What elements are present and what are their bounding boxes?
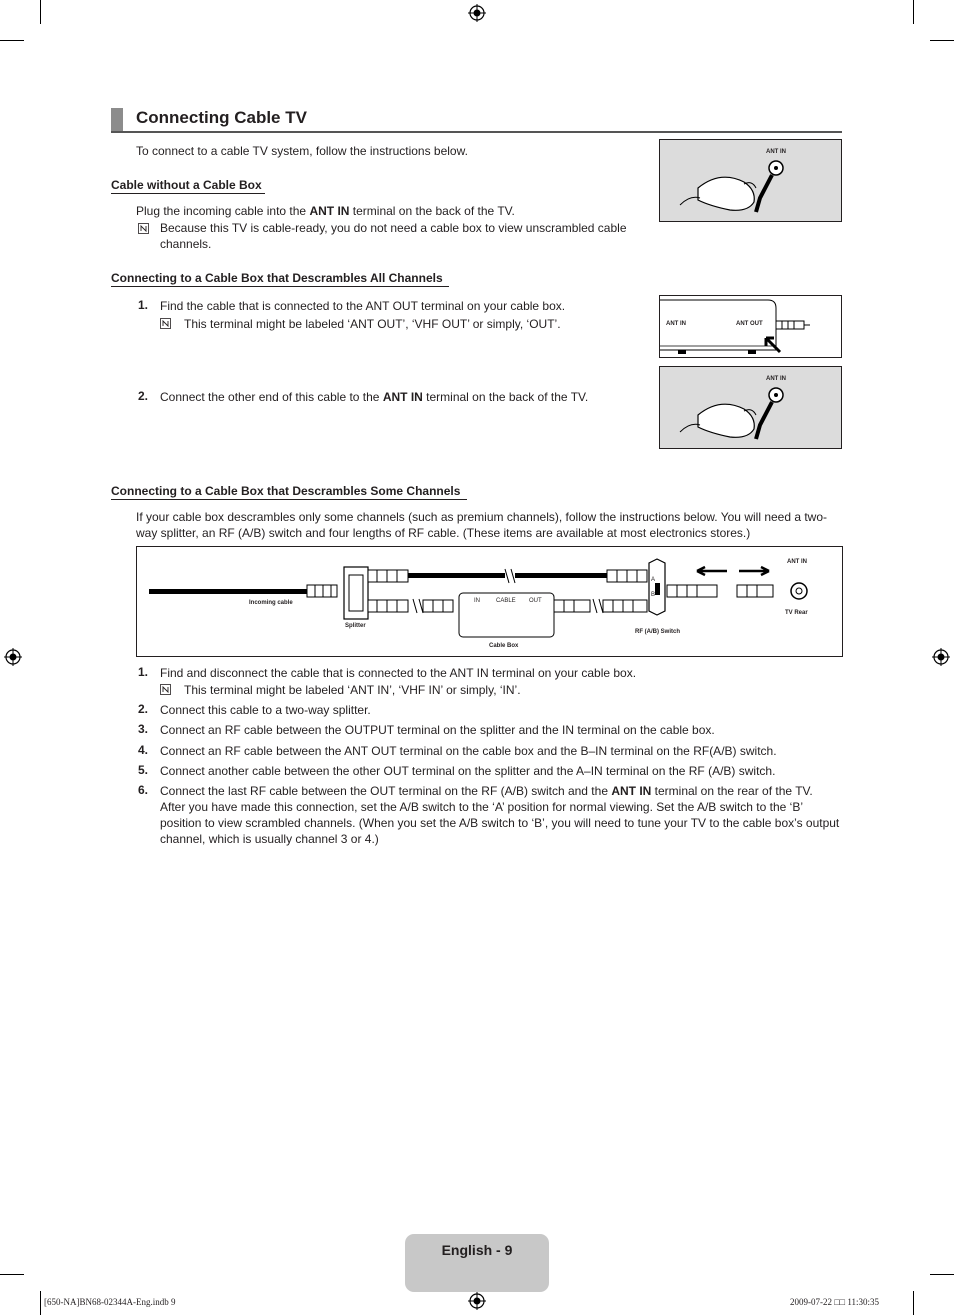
step-number: 5. <box>138 763 149 777</box>
note-icon <box>160 318 171 329</box>
tv-rear-label: TV Rear <box>785 610 808 616</box>
page-title: Connecting Cable TV <box>136 108 307 127</box>
figure-splitter-wiring <box>136 546 843 657</box>
hand-plug-illustration <box>660 140 841 221</box>
title-accent-bar <box>111 108 123 132</box>
section3-step5: Connect another cable between the other OUT terminal on the splitter and the A–IN terminal on the RF (A/B) switch. <box>160 764 776 778</box>
title-rule <box>111 131 842 133</box>
crop-mark <box>0 40 24 41</box>
rf-switch-label: RF (A/B) Switch <box>635 629 680 635</box>
rf-switch-a-label: A <box>651 577 656 583</box>
ant-out-label: ANT OUT <box>736 321 763 327</box>
step-number: 4. <box>138 743 149 757</box>
crop-mark <box>40 1291 41 1315</box>
crop-mark <box>40 0 41 24</box>
registration-mark-icon <box>4 648 22 666</box>
print-slug-right: 2009-07-22 □□ 11:30:35 <box>790 1297 880 1307</box>
step-number: 3. <box>138 722 149 736</box>
hand-plug-illustration <box>660 367 841 448</box>
cable-box-label: Cable Box <box>489 643 519 649</box>
section2-step2: Connect the other end of this cable to the ANT IN terminal on the back of the TV. <box>160 390 589 404</box>
step-number: 1. <box>138 665 149 679</box>
section2-step1-note: This terminal might be labeled ‘ANT OUT’, ‘VHF OUT’ or simply, ‘OUT’. <box>184 317 561 331</box>
section3-step2: Connect this cable to a two-way splitter. <box>160 703 371 717</box>
section1-text: Plug the incoming cable into the ANT IN terminal on the back of the TV. <box>136 204 515 218</box>
rf-switch-b-label: B <box>651 592 656 598</box>
registration-mark-icon <box>468 4 486 22</box>
section3-heading: Connecting to a Cable Box that Descrambles Some Channels <box>111 484 461 498</box>
section1-heading-rule <box>111 193 265 194</box>
page-number: English - 9 <box>441 1242 513 1258</box>
crop-mark <box>930 40 954 41</box>
crop-mark <box>913 0 914 24</box>
tv-ant-in-label: ANT IN <box>787 559 807 565</box>
section1-heading: Cable without a Cable Box <box>111 178 262 192</box>
section1-note: Because this TV is cable-ready, you do not need a cable box to view unscrambled cable channels. <box>160 221 627 251</box>
note-icon <box>138 223 149 234</box>
figure-ant-in-plug-2 <box>659 366 842 449</box>
section2-heading: Connecting to a Cable Box that Descrambles All Channels <box>111 271 443 285</box>
section3-step1: Find and disconnect the cable that is connected to the ANT IN terminal on your cable box. <box>160 666 637 680</box>
section3-step6: Connect the last RF cable between the OUT terminal on the RF (A/B) switch and the ANT IN terminal on the rear of the TV. After you have made this connection, set the A/B switch to the ‘A’ position for normal viewing. Set the A/B switch to the ‘B’ position to view scrambled channels. (When you set the A/B switch to ‘B’, you will need to tune your TV to the cable box’s output channel, which is usually channel 3 or 4.) <box>160 784 840 846</box>
ant-in-label: ANT IN <box>766 376 786 382</box>
section3-step3: Connect an RF cable between the OUTPUT terminal on the splitter and the IN terminal on the cable box. <box>160 723 715 737</box>
incoming-cable-label: Incoming cable <box>249 600 293 606</box>
cable-box-out-label: OUT <box>529 598 542 604</box>
section3-intro: If your cable box descrambles only some channels (such as premium channels), follow the instructions below. You will need a two-way splitter, an RF (A/B) switch and four lengths of RF cable. (These items are available at most electronics stores.) <box>136 510 828 540</box>
registration-mark-icon <box>468 1292 486 1310</box>
section2-step1: Find the cable that is connected to the ANT OUT terminal on your cable box. <box>160 299 566 313</box>
cable-box-cable-label: CABLE <box>496 598 516 604</box>
registration-mark-icon <box>932 648 950 666</box>
ant-in-label: ANT IN <box>666 321 686 327</box>
figure-ant-in-plug <box>659 139 842 222</box>
section3-step1-note: This terminal might be labeled ‘ANT IN’, ‘VHF IN’ or simply, ‘IN’. <box>184 683 521 697</box>
section2-heading-rule <box>111 286 449 287</box>
note-icon <box>160 684 171 695</box>
print-slug-left: [650-NA]BN68-02344A-Eng.indb 9 <box>44 1297 176 1307</box>
crop-mark <box>913 1291 914 1315</box>
step-number: 6. <box>138 783 149 797</box>
intro-text: To connect to a cable TV system, follow the instructions below. <box>136 144 468 158</box>
cable-box-in-label: IN <box>474 598 480 604</box>
section3-step4: Connect an RF cable between the ANT OUT terminal on the cable box and the B–IN terminal on the RF(A/B) switch. <box>160 744 777 758</box>
crop-mark <box>930 1274 954 1275</box>
wiring-diagram <box>137 547 842 656</box>
crop-mark <box>0 1274 24 1275</box>
step-number: 1. <box>138 298 149 312</box>
step-number: 2. <box>138 702 149 716</box>
section3-heading-rule <box>111 499 467 500</box>
ant-in-label: ANT IN <box>766 149 786 155</box>
splitter-label: Splitter <box>345 623 366 629</box>
figure-cable-box-ant-out <box>659 295 842 358</box>
step-number: 2. <box>138 389 149 403</box>
